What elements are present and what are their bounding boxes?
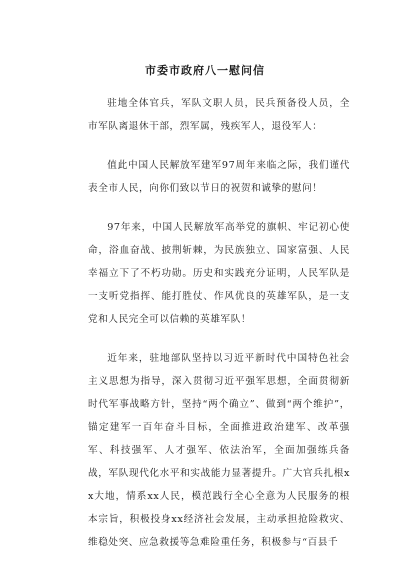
history-paragraph: 97年来，中国人民解放军高举党的旗帜、牢记初心使命，浴血奋战、披荆斩棘，为民族独立、国家富强、人民幸福立下了不朽功勋。历史和实践充分证明，人民军队是一支听党指挥、能打胜仗、作风优良的英雄军队，是一支党和人民完全可以信赖的英雄军队！	[88, 222, 350, 325]
salutation-paragraph: 驻地全体官兵，军队文职人员，民兵预备役人员，全市军队离退休干部，烈军属，残疾军人，退役军人：	[88, 98, 350, 132]
greeting-paragraph: 值此中国人民解放军建军97周年来临之际，我们谨代表全市人民，向你们致以节日的祝贺和诚挚的慰问！	[88, 160, 350, 194]
document-body	[88, 92, 350, 570]
recent-years-paragraph: 近年来，驻地部队坚持以习近平新时代中国特色社会主义思想为指导，深入贯彻习近平强军思想，全面贯彻新时代军事战略方针，坚持“两个确立”、做到“两个维护”，锚定建军一百年奋斗目标，全面推进政治建军、改革强军、科技强军、人才强军、依法治军，全面加强练兵备战，军队现代化水平和实战能力显著提升。广大官兵扎根xx大地，情系xx人民，模范践行全心全意为人民服务的根本宗旨，积极投身xx经济社会发展，主动承担抢险救灾、维稳处突、应急救援等急难险重任务，积极参与“百县千	[88, 353, 350, 548]
document-title: 市委市政府八一慰问信	[145, 64, 265, 77]
